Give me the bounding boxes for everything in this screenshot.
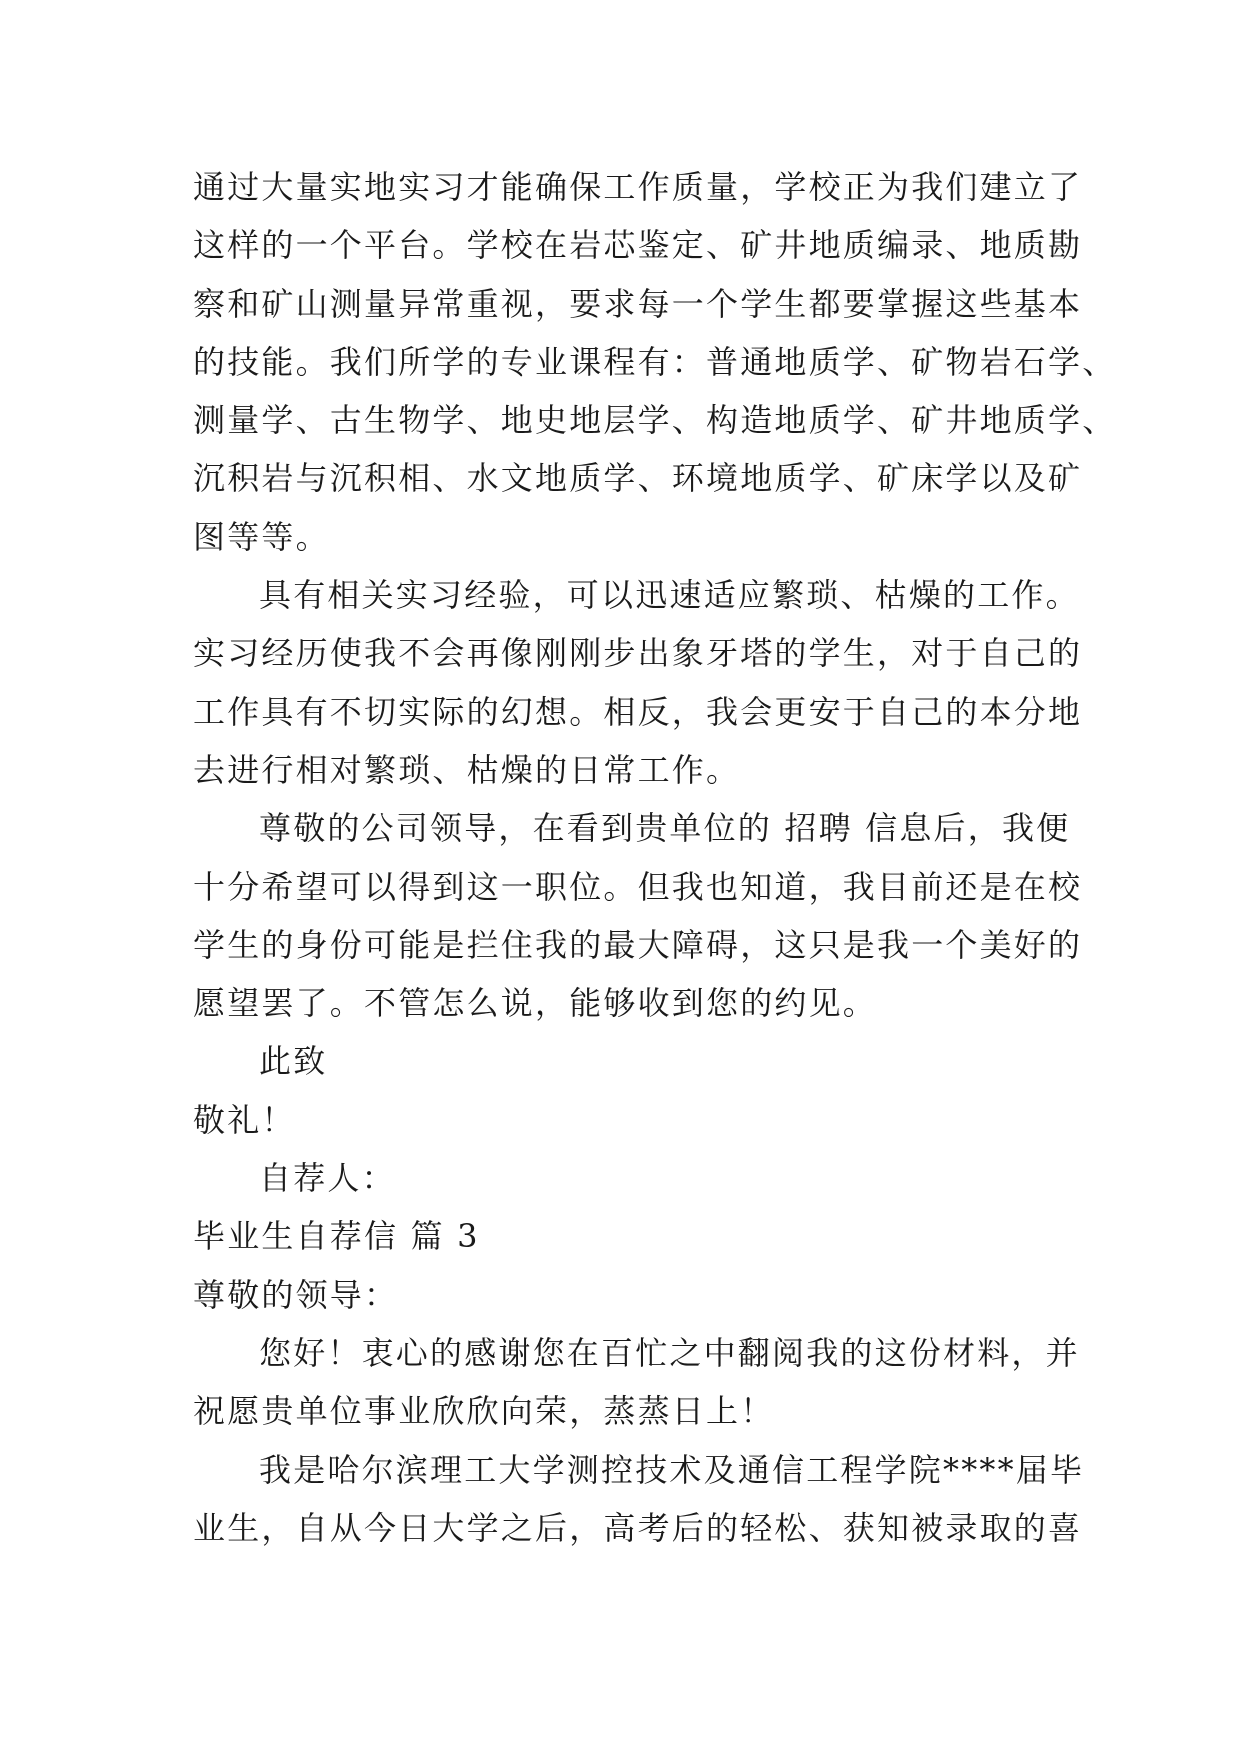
section-heading: 毕业生自荐信 篇 3 xyxy=(193,1217,480,1256)
text-line: 祝愿贵单位事业欣欣向荣，蒸蒸日上！ xyxy=(193,1392,775,1431)
text-line: 去进行相对繁琐、枯燥的日常工作。 xyxy=(193,750,741,789)
text-line: 沉积岩与沉积相、水文地质学、环境地质学、矿床学以及矿 xyxy=(193,459,1083,498)
paragraph-start-line: 您好！衷心的感谢您在百忙之中翻阅我的这份材料，并 xyxy=(259,1333,1080,1372)
document-body xyxy=(193,158,1117,1557)
signature-label: 自荐人： xyxy=(259,1159,396,1198)
text-line: 通过大量实地实习才能确保工作质量，学校正为我们建立了 xyxy=(193,168,1083,206)
paragraph-start-line: 尊敬的公司领导，在看到贵单位的 招聘 信息后，我便 xyxy=(259,809,1071,848)
text-line: 业生，自从今日大学之后，高考后的轻松、获知被录取的喜 xyxy=(193,1508,1083,1547)
text-line: 实习经历使我不会再像刚刚步出象牙塔的学生，对于自己的 xyxy=(193,634,1083,673)
text-line: 学生的身份可能是拦住我的最大障碍，这只是我一个美好的 xyxy=(193,925,1083,964)
text-line: 这样的一个平台。学校在岩芯鉴定、矿井地质编录、地质勘 xyxy=(193,226,1083,265)
closing-regards: 敬礼！ xyxy=(193,1100,296,1139)
text-line: 图等等。 xyxy=(193,517,330,556)
paragraph-start-line: 我是哈尔滨理工大学测控技术及通信工程学院****届毕 xyxy=(259,1450,1085,1489)
text-line: 工作具有不切实际的幻想。相反，我会更安于自己的本分地 xyxy=(193,692,1083,731)
text-line: 察和矿山测量异常重视，要求每一个学生都要掌握这些基本 xyxy=(193,284,1083,323)
paragraph-start-line: 具有相关实习经验，可以迅速适应繁琐、枯燥的工作。 xyxy=(259,576,1080,615)
text-line: 十分希望可以得到这一职位。但我也知道，我目前还是在校 xyxy=(193,867,1083,906)
text-line: 的技能。我们所学的专业课程有：普通地质学、矿物岩石学、 xyxy=(193,342,1117,381)
text-line: 愿望罢了。不管怎么说，能够收到您的约见。 xyxy=(193,984,878,1023)
greeting: 尊敬的领导： xyxy=(193,1275,399,1314)
closing-salutation: 此致 xyxy=(259,1042,328,1081)
text-line: 测量学、古生物学、地史地层学、构造地质学、矿井地质学、 xyxy=(193,401,1117,440)
